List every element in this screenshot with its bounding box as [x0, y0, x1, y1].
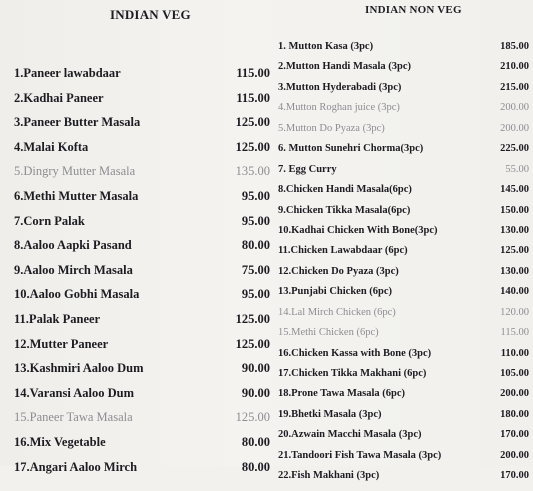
dish-price: 120.00	[500, 306, 529, 318]
menu-item	[272, 225, 533, 245]
dish-price: 130.00	[500, 265, 529, 277]
dish-price: 130.00	[500, 224, 529, 236]
dish-name: 15.Paneer Tawa Masala	[14, 410, 133, 425]
menu-item	[0, 410, 272, 435]
dish-price: 90.00	[241, 385, 270, 400]
menu-item	[272, 470, 533, 490]
dish-price: 125.00	[235, 311, 270, 326]
menu-item	[0, 115, 272, 140]
dish-price: 110.00	[500, 347, 529, 359]
dish-name: 8.Aaloo Aapki Pasand	[14, 238, 132, 253]
menu-item	[0, 287, 272, 312]
menu-item	[272, 409, 533, 429]
dish-price: 200.00	[500, 102, 529, 114]
dish-price: 80.00	[241, 238, 270, 253]
dish-name: 19.Bhetki Masala (3pc)	[278, 408, 382, 420]
dish-price: 125.00	[235, 336, 270, 351]
dish-name: 3.Paneer Butter Masala	[14, 115, 141, 130]
dish-price: 90.00	[241, 361, 270, 376]
dish-price: 75.00	[241, 262, 270, 277]
dish-price: 125.00	[235, 139, 270, 154]
dish-name: 8.Chicken Handi Masala(6pc)	[278, 184, 412, 196]
menu-item	[272, 184, 533, 204]
menu-item	[272, 82, 533, 102]
dish-name: 17.Chicken Tikka Makhani (6pc)	[278, 368, 427, 379]
menu-item	[0, 263, 272, 288]
menu-item	[0, 435, 272, 460]
menu-item	[272, 348, 533, 368]
dish-price: 115.00	[236, 66, 270, 80]
menu-item	[272, 307, 533, 327]
menu-item	[272, 327, 533, 347]
menu-item	[0, 238, 272, 263]
menu-item	[272, 388, 533, 408]
menu-item	[0, 189, 272, 214]
dish-price: 125.00	[235, 410, 270, 425]
dish-name: 7.Corn Palak	[14, 213, 85, 228]
menu-item	[272, 41, 533, 61]
dish-name: 7. Egg Curry	[278, 163, 337, 175]
menu-item	[0, 214, 272, 239]
menu-item	[0, 337, 272, 362]
dish-price: 125.00	[235, 115, 270, 130]
menu-item	[272, 245, 533, 265]
dish-name: 16.Chicken Kassa with Bone (3pc)	[278, 347, 432, 359]
dish-price: 105.00	[500, 368, 529, 379]
dish-name: 13.Punjabi Chicken (6pc)	[278, 286, 393, 298]
menu-item	[0, 66, 272, 91]
dish-price: 140.00	[500, 286, 529, 298]
dish-name: 10.Aaloo Gobhi Masala	[14, 287, 140, 302]
menu-item	[272, 450, 533, 470]
dish-name: 5.Mutton Do Pyaza (3pc)	[278, 122, 385, 134]
dish-name: 10.Kadhai Chicken With Bone(3pc)	[278, 224, 438, 236]
dish-price: 225.00	[500, 143, 529, 155]
menu-item	[272, 102, 533, 122]
dish-name: 13.Kashmiri Aaloo Dum	[14, 361, 144, 376]
dish-name: 20.Azwain Macchi Masala (3pc)	[278, 429, 422, 441]
indian-veg-section	[0, 0, 272, 474]
menu-item	[272, 143, 533, 163]
menu-item	[0, 140, 272, 165]
dish-price: 200.00	[500, 388, 529, 400]
dish-price: 135.00	[235, 164, 270, 179]
dish-name: 4.Malai Kofta	[14, 139, 89, 154]
menu-item	[0, 164, 272, 189]
dish-name: 11.Palak Paneer	[14, 311, 101, 326]
menu-item	[272, 368, 533, 388]
dish-name: 9.Chicken Tikka Masala(6pc)	[278, 204, 411, 216]
dish-name: 9.Aaloo Mirch Masala	[14, 262, 133, 277]
dish-price: 200.00	[500, 122, 529, 134]
menu-item	[0, 91, 272, 116]
dish-price: 115.00	[236, 90, 270, 105]
dish-price: 215.00	[500, 81, 529, 93]
menu-item	[272, 429, 533, 449]
indian-non-veg-heading: INDIAN NON VEG	[365, 4, 462, 16]
menu-item	[272, 164, 533, 184]
dish-price: 95.00	[241, 213, 270, 228]
dish-price: 145.00	[500, 184, 529, 196]
menu-item	[0, 460, 272, 485]
dish-name: 17.Angari Aaloo Mirch	[14, 459, 138, 474]
dish-price: 95.00	[241, 287, 270, 302]
dish-price: 80.00	[241, 434, 270, 449]
menu-item	[272, 123, 533, 143]
dish-name: 1. Mutton Kasa (3pc)	[278, 41, 374, 52]
menu-item	[272, 286, 533, 306]
menu-item	[272, 266, 533, 286]
dish-price: 80.00	[241, 459, 270, 474]
dish-name: 3.Mutton Hyderabadi (3pc)	[278, 81, 402, 93]
indian-veg-heading: INDIAN VEG	[110, 7, 191, 22]
dish-price: 125.00	[500, 245, 529, 257]
dish-name: 12.Chicken Do Pyaza (3pc)	[278, 265, 399, 277]
dish-name: 5.Dingry Mutter Masala	[14, 164, 136, 179]
dish-name: 16.Mix Vegetable	[14, 434, 106, 449]
dish-name: 6.Methi Mutter Masala	[14, 188, 139, 203]
dish-price: 180.00	[500, 408, 529, 420]
menu-item	[0, 312, 272, 337]
dish-price: 210.00	[500, 61, 529, 73]
dish-name: 2.Kadhai Paneer	[14, 90, 104, 105]
dish-price: 200.00	[500, 449, 529, 461]
dish-price: 115.00	[500, 327, 529, 339]
indian-non-veg-section	[272, 0, 533, 482]
dish-name: 21.Tandoori Fish Tawa Masala (3pc)	[278, 449, 442, 461]
dish-name: 2.Mutton Handi Masala (3pc)	[278, 61, 412, 73]
dish-name: 11.Chicken Lawabdaar (6pc)	[278, 245, 408, 257]
dish-price: 150.00	[500, 204, 529, 216]
dish-name: 4.Mutton Roghan juice (3pc)	[278, 102, 400, 114]
dish-price: 55.00	[505, 163, 529, 175]
dish-name: 18.Prone Tawa Masala (6pc)	[278, 388, 405, 400]
dish-name: 6. Mutton Sunehri Chorma(3pc)	[278, 143, 424, 155]
menu-item	[272, 205, 533, 225]
dish-price: 170.00	[500, 429, 529, 441]
menu-item	[272, 61, 533, 81]
dish-name: 22.Fish Makhani (3pc)	[278, 470, 380, 482]
indian-non-veg-list	[272, 41, 533, 491]
dish-name: 14.Varansi Aaloo Dum	[14, 385, 135, 400]
dish-price: 185.00	[500, 41, 529, 52]
dish-price: 170.00	[500, 470, 529, 482]
dish-name: 12.Mutter Paneer	[14, 336, 109, 351]
menu-item	[0, 361, 272, 386]
dish-name: 1.Paneer lawabdaar	[14, 66, 121, 80]
dish-name: 15.Methi Chicken (6pc)	[278, 327, 379, 339]
menu-item	[0, 386, 272, 411]
dish-price: 95.00	[241, 188, 270, 203]
dish-name: 14.Lal Mirch Chicken (6pc)	[278, 306, 396, 318]
indian-veg-list	[0, 66, 272, 484]
